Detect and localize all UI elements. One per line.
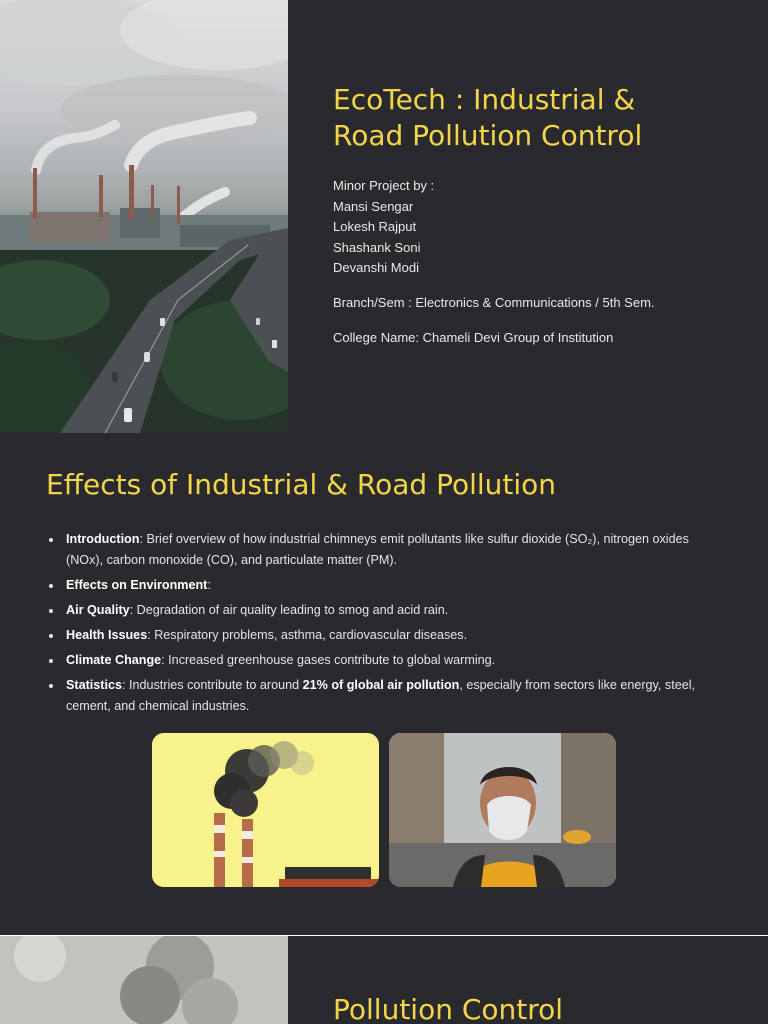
pollution-control-title: Pollution Control bbox=[333, 993, 564, 1024]
branch-semester: Branch/Sem : Electronics & Communications / 5th Sem. bbox=[333, 295, 655, 310]
bullet-label: Health Issues bbox=[66, 628, 148, 642]
title-line-1: EcoTech : Industrial & bbox=[333, 83, 636, 116]
bullet-text: , especially from sectors like energy, steel, cement, and chemical industries. bbox=[66, 678, 695, 713]
bullet-label: Climate Change bbox=[66, 653, 162, 667]
bullet-label: Effects on Environment bbox=[66, 578, 208, 592]
bullet-label: Introduction bbox=[66, 532, 140, 546]
effects-slide bbox=[0, 433, 768, 935]
bullet-text: : bbox=[207, 578, 211, 592]
bullet-text: : Respiratory problems, asthma, cardiovascular diseases. bbox=[147, 628, 468, 642]
bullet-text: : Degradation of air quality leading to smog and acid rain. bbox=[129, 603, 449, 617]
bullet-health-issues bbox=[48, 625, 708, 646]
bullet-air-quality bbox=[48, 600, 708, 621]
bullet-introduction bbox=[48, 529, 708, 571]
smoke-cloud-photo bbox=[0, 936, 288, 1024]
members-heading: Minor Project by : bbox=[333, 178, 435, 193]
bullet-text: : Industries contribute to around bbox=[122, 678, 303, 692]
member-name: Shashank Soni bbox=[333, 239, 421, 255]
title-line-2: Road Pollution Control bbox=[333, 119, 643, 152]
industrial-highway-photo bbox=[0, 0, 288, 433]
bullet-text: : Increased greenhouse gases contribute to global warming. bbox=[161, 653, 496, 667]
title-slide bbox=[0, 0, 768, 433]
team-members-block bbox=[333, 176, 753, 279]
member-name: Devanshi Modi bbox=[333, 260, 419, 275]
presentation-title bbox=[333, 82, 753, 154]
member-name: Mansi Sengar bbox=[333, 198, 414, 214]
bullet-climate-change bbox=[48, 650, 708, 671]
masked-person-illustration bbox=[389, 733, 616, 887]
bullet-statistics bbox=[48, 675, 708, 717]
industrial-highway-illustration bbox=[0, 0, 288, 433]
pollution-control-slide bbox=[0, 936, 768, 1024]
effects-bullet-list bbox=[48, 529, 708, 721]
statistic-highlight: 21% of global air pollution bbox=[302, 678, 460, 692]
chimney-illustration bbox=[152, 733, 379, 887]
bullet-text: : Brief overview of how industrial chimneys emit pollutants like sulfur dioxide (SO₂), nitrogen oxides (NOx), carbon monoxide (CO), and particulate matter (PM). bbox=[66, 532, 689, 567]
bullet-effects-on-environment bbox=[48, 575, 708, 596]
man-with-mask-image bbox=[389, 733, 616, 887]
smoke-illustration bbox=[0, 936, 288, 1024]
effects-title: Effects of Industrial & Road Pollution bbox=[46, 468, 557, 501]
smoking-chimney-image bbox=[152, 733, 379, 887]
bullet-label: Statistics bbox=[66, 678, 122, 692]
bullet-label: Air Quality bbox=[66, 603, 130, 617]
member-name: Lokesh Rajput bbox=[333, 219, 417, 234]
college-name: College Name: Chameli Devi Group of Institution bbox=[333, 330, 614, 345]
